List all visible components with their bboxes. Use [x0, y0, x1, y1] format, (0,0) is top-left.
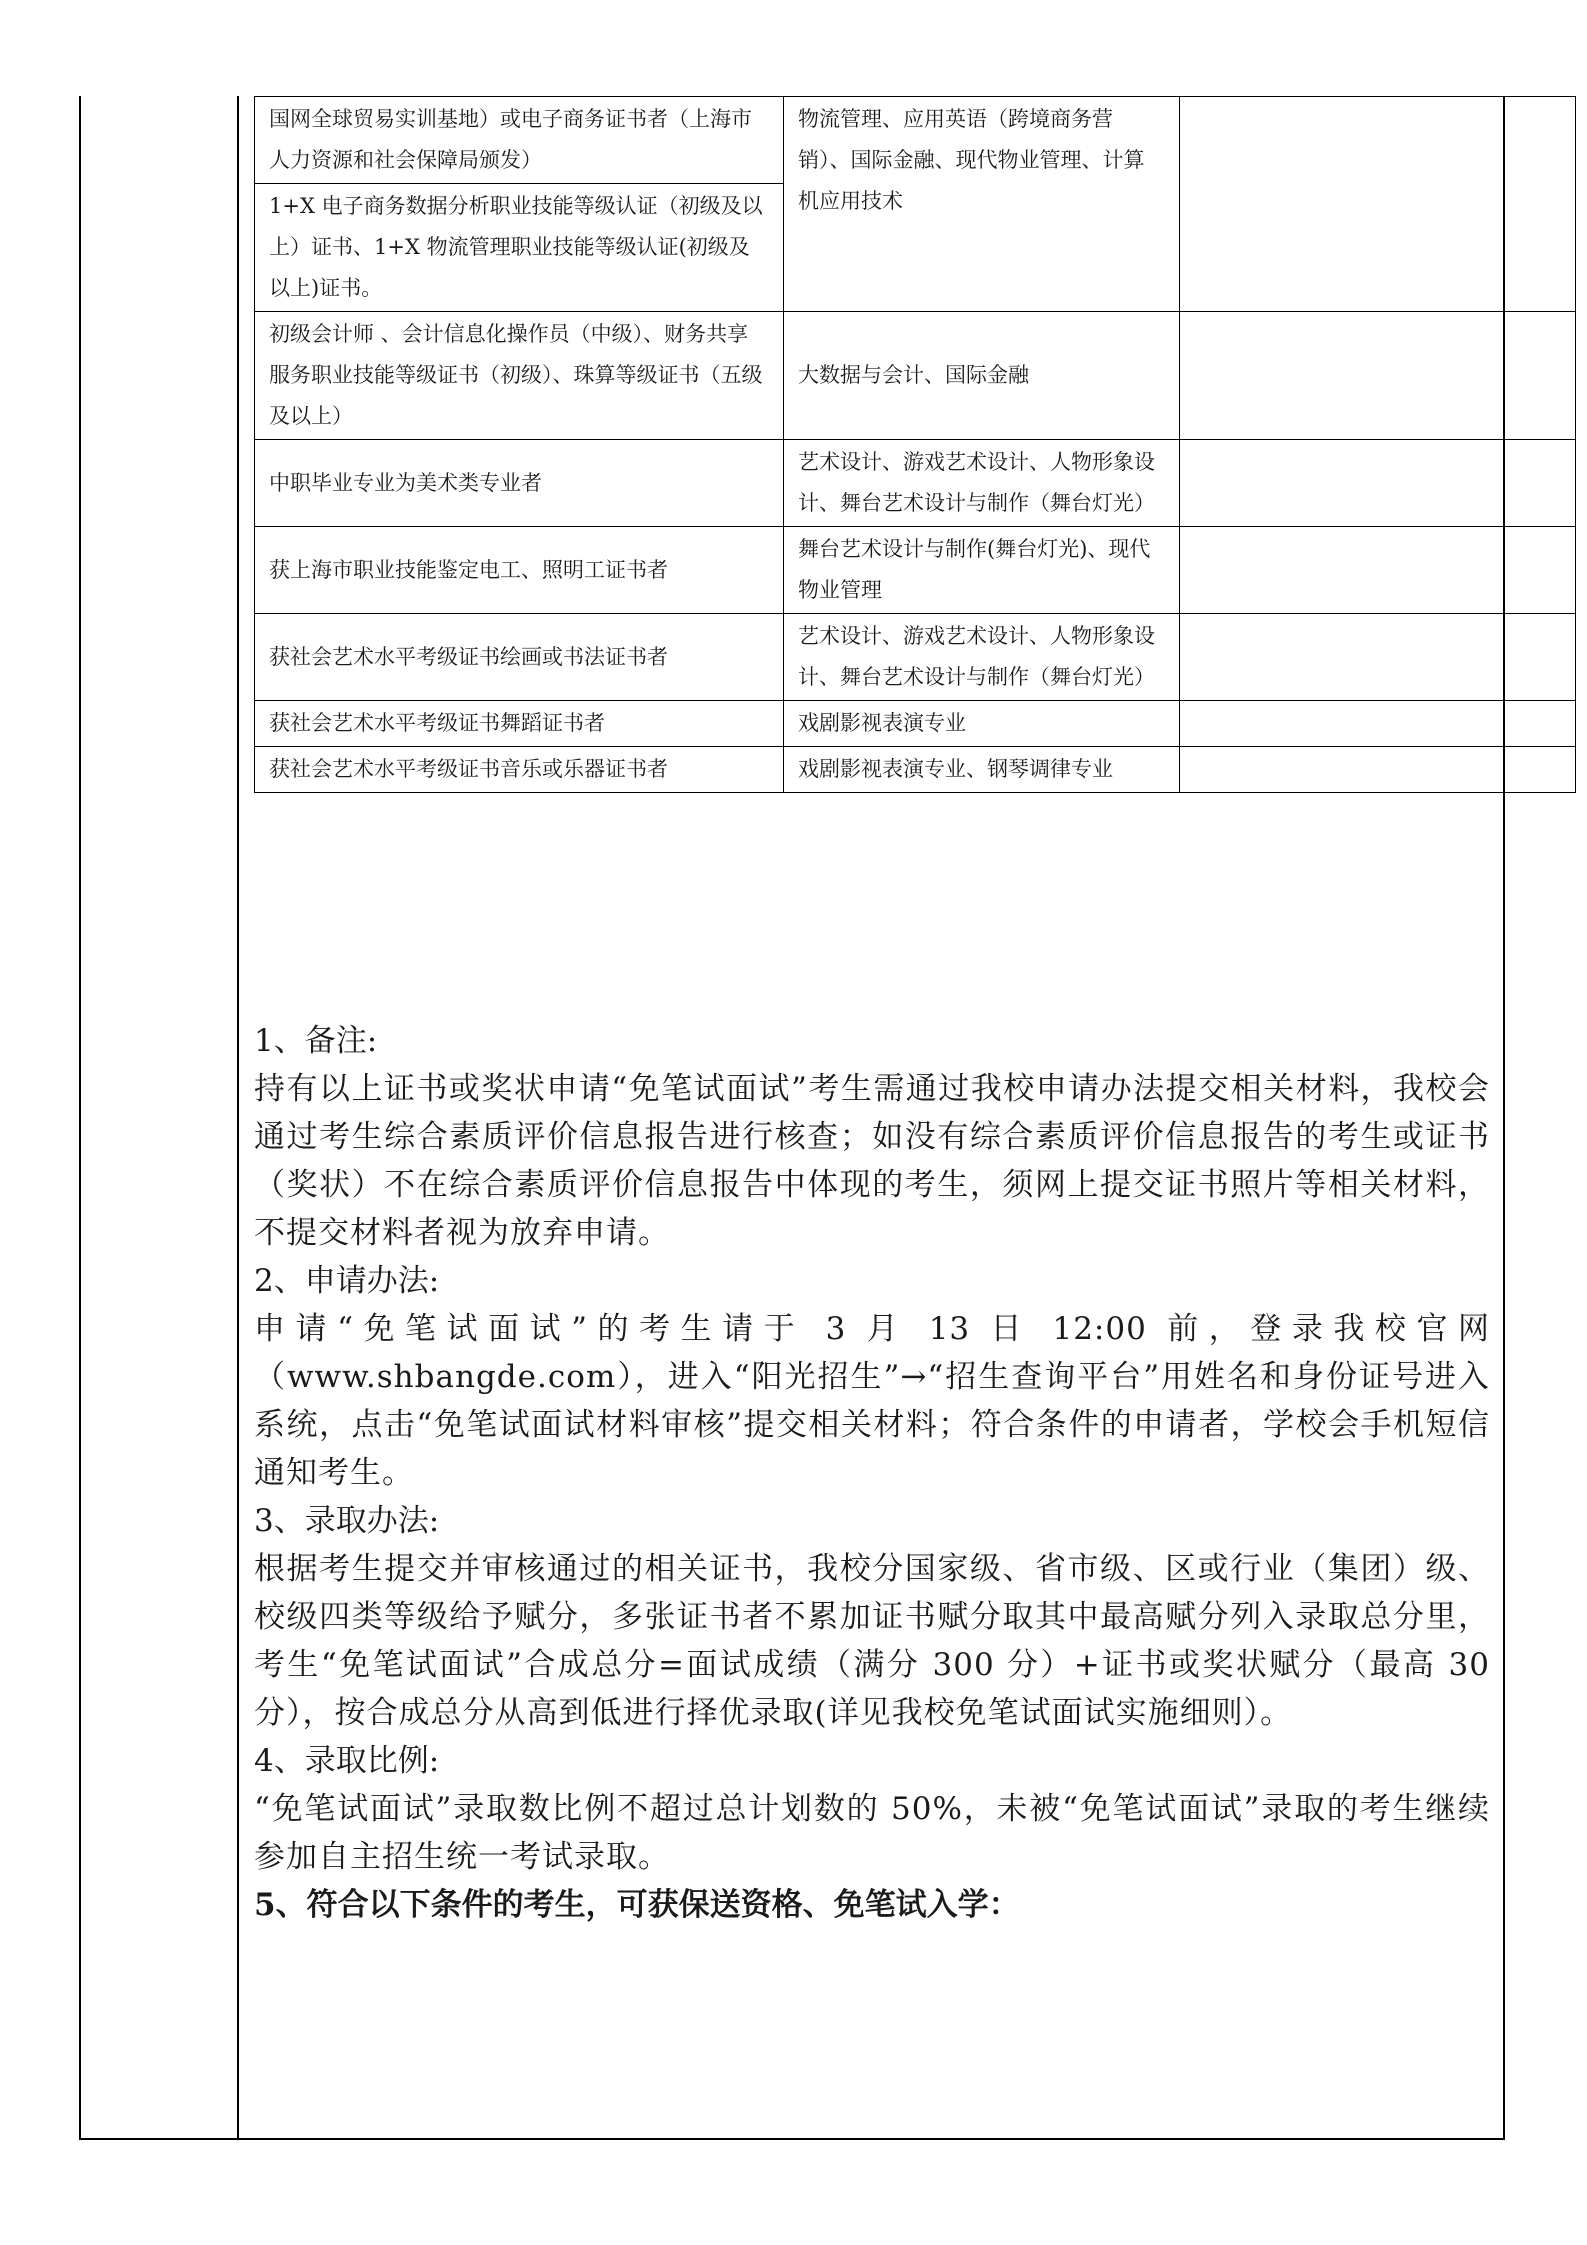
condition-cell: 国网全球贸易实训基地）或电子商务证书者（上海市人力资源和社会保障局颁发） — [255, 97, 784, 184]
condition-cell: 获社会艺术水平考级证书音乐或乐器证书者 — [255, 747, 784, 793]
major-cell: 艺术设计、游戏艺术设计、人物形象设计、舞台艺术设计与制作（舞台灯光） — [784, 440, 1180, 527]
left-column-divider — [237, 96, 239, 2140]
condition-cell: 中职毕业专业为美术类专业者 — [255, 440, 784, 527]
remarks-paragraph: 持有以上证书或奖状申请“免笔试面试”考生需通过我校申请办法提交相关材料，我校会通过考生综合素质评价信息报告进行核查；如没有综合素质评价信息报告的考生或证书（奖状）不在综合素质评价信息报告中体现的考生，须网上提交证书照片等相关材料，不提交材料者视为放弃申请。 — [254, 1071, 1490, 1251]
condition-cell: 获社会艺术水平考级证书绘画或书法证书者 — [255, 614, 784, 701]
note-cell — [1180, 440, 1576, 527]
major-cell: 大数据与会计、国际金融 — [784, 312, 1180, 440]
table-row — [255, 527, 1576, 614]
admission-ratio-heading: 4、录取比例: — [254, 1743, 440, 1779]
table-row — [255, 614, 1576, 701]
recommendation-heading: 5、符合以下条件的考生，可获保送资格、免笔试入学： — [254, 1887, 1020, 1923]
note-cell — [1180, 97, 1576, 312]
application-heading: 2、申请办法: — [254, 1263, 440, 1299]
note-cell — [1180, 312, 1576, 440]
major-cell: 物流管理、应用英语（跨境商务营销）、国际金融、现代物业管理、计算机应用技术 — [784, 97, 1180, 312]
notes-section — [254, 1017, 1490, 1929]
table-row — [255, 440, 1576, 527]
admission-ratio-paragraph: “免笔试面试”录取数比例不超过总计划数的 50%，未被“免笔试面试”录取的考生继续参加自主招生统一考试录取。 — [254, 1791, 1490, 1875]
condition-cell: 1+X 电子商务数据分析职业技能等级认证（初级及以上）证书、1+X 物流管理职业技能等级认证(初级及以上)证书。 — [255, 184, 784, 312]
major-cell: 艺术设计、游戏艺术设计、人物形象设计、舞台艺术设计与制作（舞台灯光） — [784, 614, 1180, 701]
condition-cell: 获社会艺术水平考级证书舞蹈证书者 — [255, 701, 784, 747]
application-paragraph: 申请“免笔试面试”的考生请于 3 月 13 日 12:00 前，登录我校官网（www.shbangde.com），进入“阳光招生”→“招生查询平台”用姓名和身份证号进入系统，点击“免笔试面试材料审核”提交相关材料；符合条件的申请者，学校会手机短信通知考生。 — [254, 1311, 1490, 1491]
note-cell — [1180, 614, 1576, 701]
major-cell: 舞台艺术设计与制作(舞台灯光)、现代物业管理 — [784, 527, 1180, 614]
note-cell — [1180, 527, 1576, 614]
table-row — [255, 97, 1576, 184]
table-row — [255, 701, 1576, 747]
major-cell: 戏剧影视表演专业、钢琴调律专业 — [784, 747, 1180, 793]
admission-method-heading: 3、录取办法: — [254, 1503, 440, 1539]
table-row — [255, 747, 1576, 793]
remarks-heading: 1、备注: — [254, 1023, 378, 1059]
condition-cell: 获上海市职业技能鉴定电工、照明工证书者 — [255, 527, 784, 614]
table-row — [255, 312, 1576, 440]
note-cell — [1180, 747, 1576, 793]
certificate-table — [254, 96, 1576, 793]
admission-method-paragraph: 根据考生提交并审核通过的相关证书，我校分国家级、省市级、区或行业（集团）级、校级四类等级给予赋分，多张证书者不累加证书赋分取其中最高赋分列入录取总分里，考生“免笔试面试”合成总分=面试成绩（满分 300 分）+证书或奖状赋分（最高 30 分），按合成总分从高到低进行择优录取(详见我校免笔试面试实施细则）。 — [254, 1551, 1490, 1731]
condition-cell: 初级会计师 、会计信息化操作员（中级）、财务共享服务职业技能等级证书（初级）、珠算等级证书（五级及以上） — [255, 312, 784, 440]
note-cell — [1180, 701, 1576, 747]
major-cell: 戏剧影视表演专业 — [784, 701, 1180, 747]
